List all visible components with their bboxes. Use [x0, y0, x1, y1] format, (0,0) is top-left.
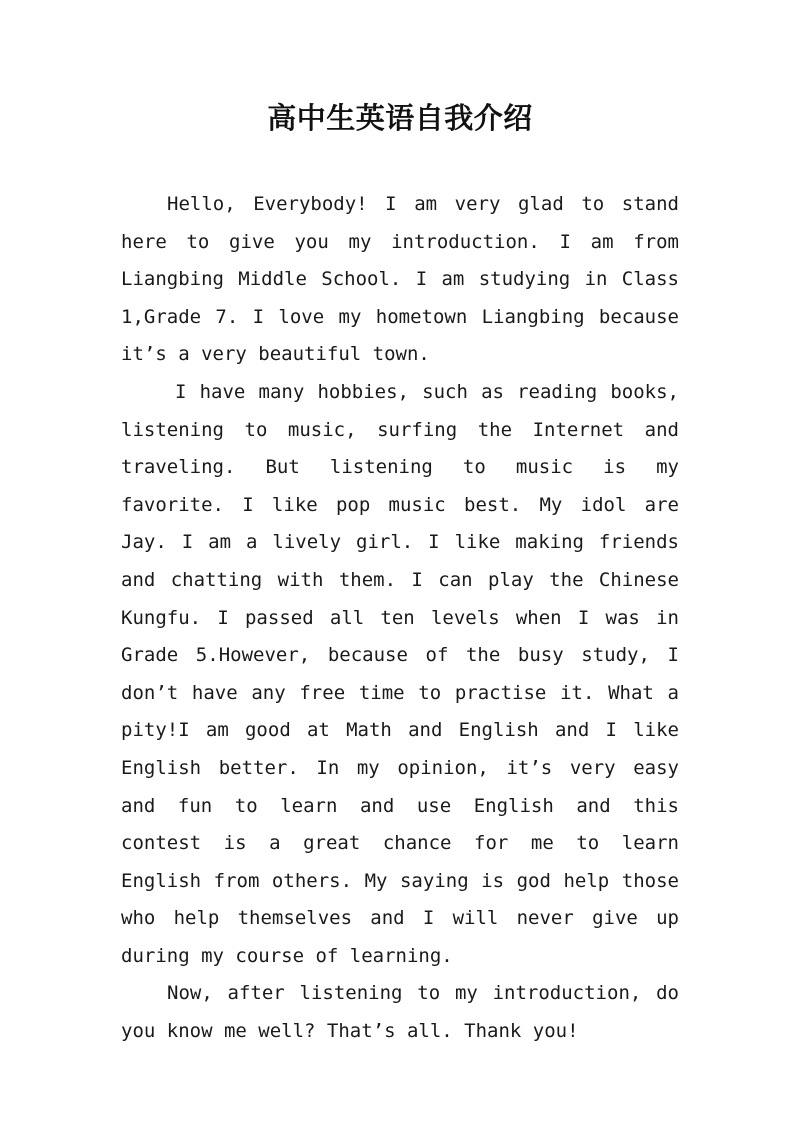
paragraph-closing: Now, after listening to my introduction, do you know me well? That’s all. Thank you! [121, 982, 679, 1043]
document-body [121, 186, 679, 1051]
paragraph-greeting: Hello, Everybody! I am very glad to stand here to give you my introduction. I am from Liangbing Middle School. I am studying in Class 1,Grade 7. I love my hometown Liangbing because it’s a very beautiful town. [121, 193, 679, 366]
document-title: 高中生英语自我介绍 [267, 101, 533, 135]
paragraph-hobbies: I have many hobbies, such as reading books, listening to music, surfing the Internet and traveling. But listening to music is my favorite. I like pop music best. My idol are Jay. I am a lively girl. I like making friends and chatting with them. I can play the Chinese Kungfu. I passed all ten levels when I was in Grade 5.However, because of the busy study, I don’t have any free time to practise it. What a pity!I am good at Math and English and I like English better. In my opinion, it’s very easy and fun to learn and use English and this contest is a great chance for me to learn English from others. My saying is god help those who help themselves and I will never give up during my course of learning. [121, 380, 679, 967]
